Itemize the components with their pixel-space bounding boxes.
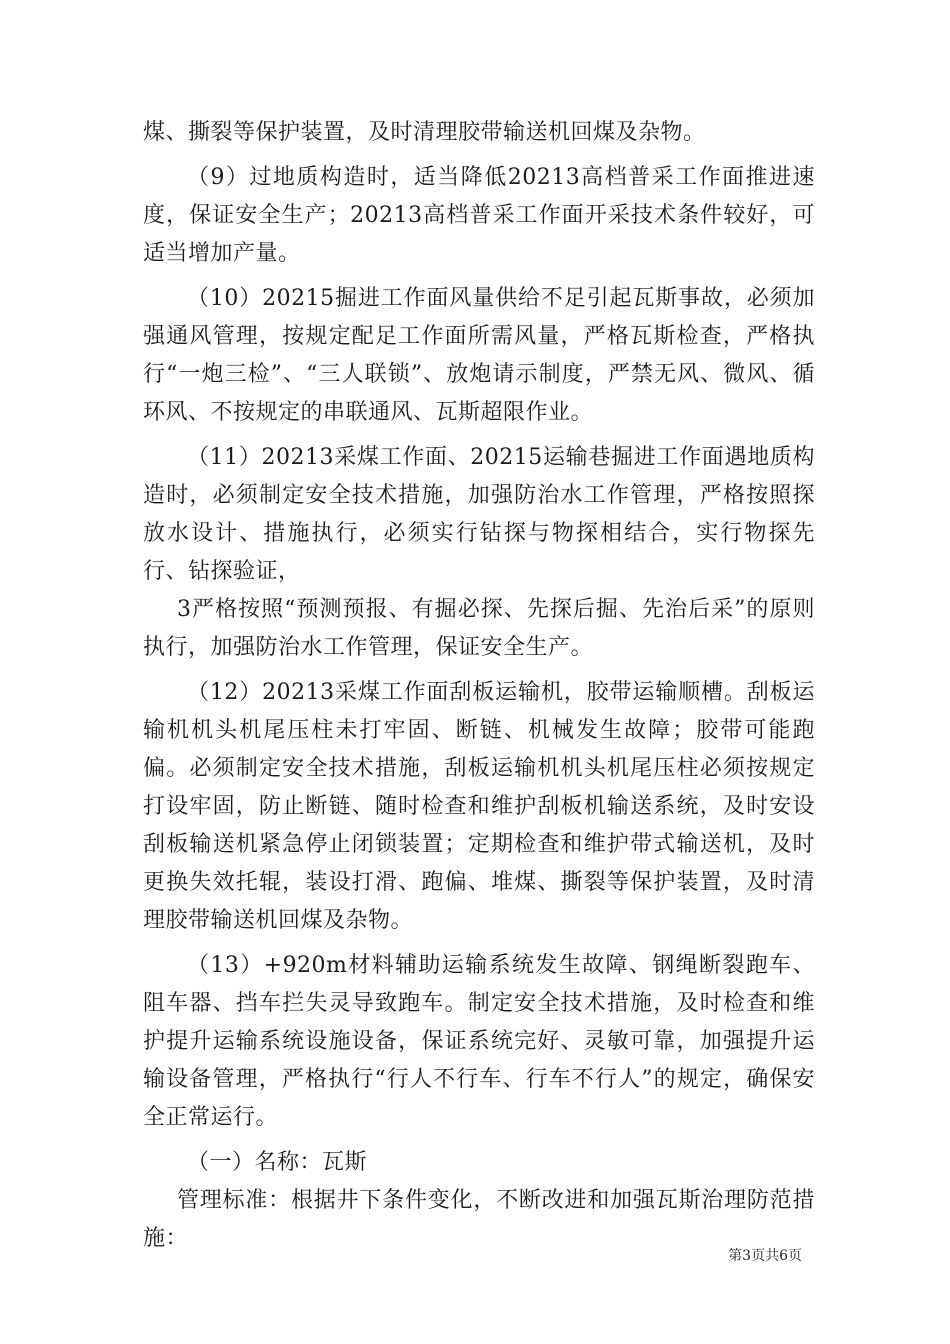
section-heading-gas: （一）名称：瓦斯 (187, 1150, 368, 1175)
paragraph-continuation: 煤、撕裂等保护装置，及时清理胶带输送机回煤及杂物。 (143, 120, 706, 145)
paragraph-item-11: （11）20213采煤工作面、20215运输巷掘进工作面遇地质构造时，必须制定安全技术措施，加强防治水工作管理，严格按照探放水设计、措施执行，必须实行钻探与物探相结合，实行物探先行、钻探验证， (143, 445, 815, 584)
paragraph-item-9: （9）过地质构造时，适当降低20213高档普采工作面推进速度，保证安全生产；20213高档普采工作面开采技术条件较好，可适当增加产量。 (143, 165, 815, 266)
paragraph-item-12: （12）20213采煤工作面刮板运输机，胶带运输顺槽。刮板运输机机头机尾压柱未打牢固、断链、机械发生故障；胶带可能跑偏。必须制定安全技术措施，刮板运输机机头机尾压柱必须按规定打设牢固，防止断链、随时检查和维护刮板机输送系统，及时安设刮板输送机紧急停止闭锁装置；定期检查和维护带式输送机，及时更换失效托辊，装设打滑、跑偏、堆煤、撕裂等保护装置，及时清理胶带输送机回煤及杂物。 (143, 680, 815, 933)
paragraph-item-10: （10）20215掘进工作面风量供给不足引起瓦斯事故，必须加强通风管理，按规定配足工作面所需风量，严格瓦斯检查，严格执行“一炮三检”、“三人联锁”、放炮请示制度，严禁无风、微风、循环风、不按规定的串联通风、瓦斯超限作业。 (143, 286, 815, 425)
paragraph-principle: 3严格按照“预测预报、有掘必探、先探后掘、先治后采”的原则执行，加强防治水工作管理，保证安全生产。 (143, 597, 815, 660)
page-number: 第3页共6页 (728, 1248, 802, 1264)
document-body (143, 114, 815, 1258)
paragraph-management-standard: 管理标准：根据井下条件变化，不断改进和加强瓦斯治理防范措施： (143, 1188, 815, 1251)
paragraph-item-13: （13）+920m材料辅助运输系统发生故障、钢绳断裂跑车、阻车器、挡车拦失灵导致跑车。制定安全技术措施，及时检查和维护提升运输系统设施设备，保证系统完好、灵敏可靠，加强提升运输设备管理，严格执行“行人不行车、行车不行人”的规定，确保安全正常运行。 (143, 953, 815, 1130)
